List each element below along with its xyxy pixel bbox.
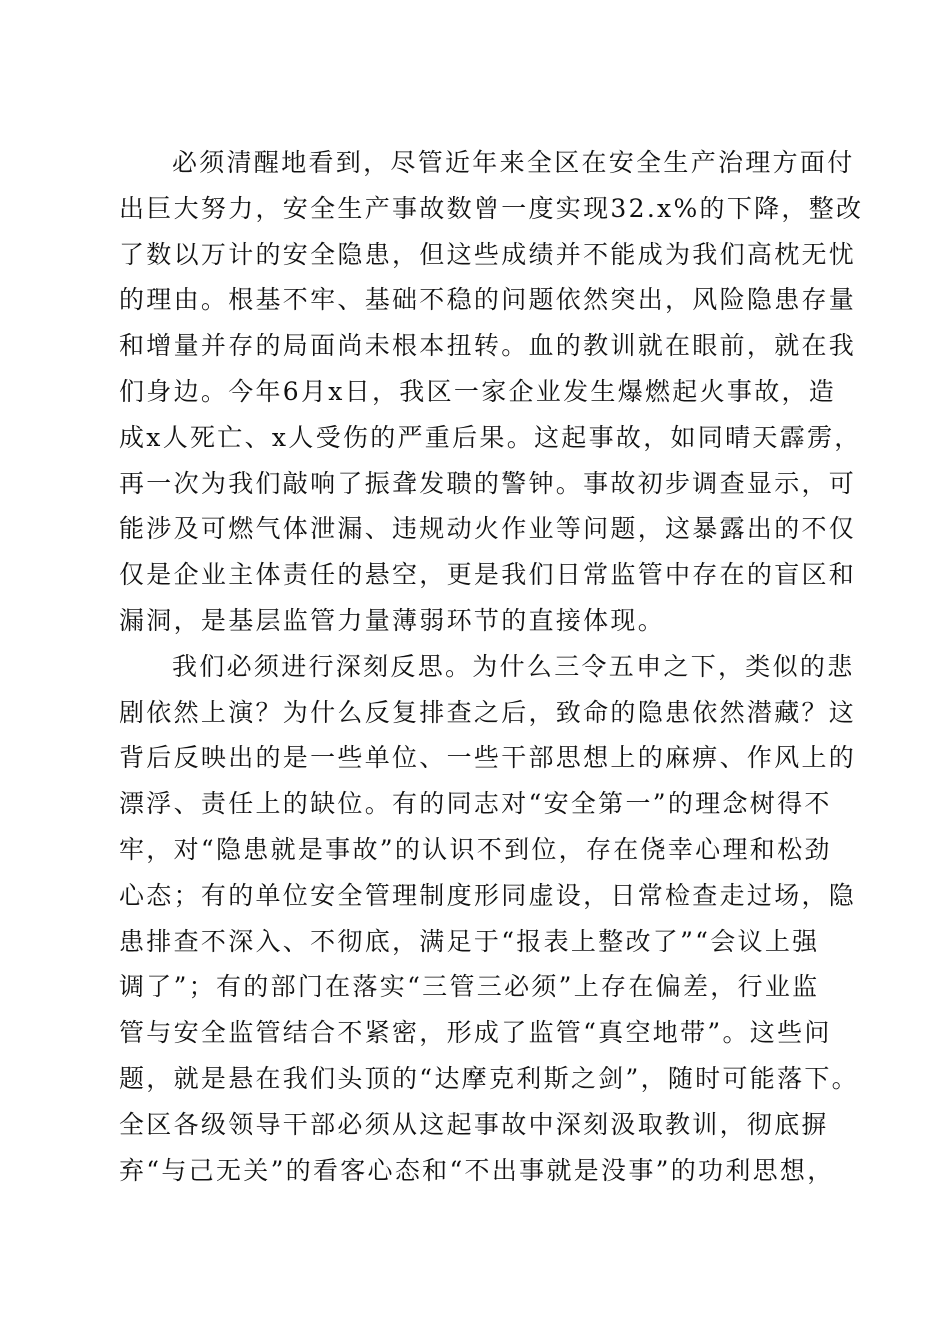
text-line: 调了”；有的部门在落实“三管三必须”上存在偏差，行业监 [119,972,820,1002]
text-line: 们身边。今年6月x日，我区一家企业发生爆燃起火事故，造 [119,376,837,406]
text-line: 漂浮、责任上的缺位。有的同志对“安全第一”的理念树得不 [119,789,832,819]
text-line: 我们必须进行深刻反思。为什么三令五申之下，类似的悲 [172,651,855,681]
text-line: 和增量并存的局面尚未根本扭转。血的教训就在眼前，就在我 [119,331,857,361]
text-line: 漏洞，是基层监管力量薄弱环节的直接体现。 [119,605,666,635]
text-line: 管与安全监管结合不紧密，形成了监管“真空地带”。这些问 [119,1018,832,1048]
text-line: 题，就是悬在我们头顶的“达摩克利斯之剑”，随时可能落下。 [119,1063,859,1093]
text-line: 能涉及可燃气体泄漏、违规动火作业等问题，这暴露出的不仅 [119,514,857,544]
text-line: 必须清醒地看到，尽管近年来全区在安全生产治理方面付 [172,148,855,177]
text-line: 牢，对“隐患就是事故”的认识不到位，存在侥幸心理和松劲 [119,834,832,864]
document-body [119,140,864,1193]
paragraph-2 [119,644,859,1194]
text-line: 仅是企业主体责任的悬空，更是我们日常监管中存在的盲区和 [119,560,857,590]
text-line: 患排查不深入、不彻底，满足于“报表上整改了”“会议上强 [119,926,820,956]
text-line: 再一次为我们敲响了振聋发聩的警钟。事故初步调查显示，可 [119,468,857,498]
text-line: 弃“与己无关”的看客心态和“不出事就是没事”的功利思想， [119,1155,835,1185]
paragraph-1 [119,140,864,644]
text-line: 的理由。根基不牢、基础不稳的问题依然突出，风险隐患存量 [119,285,857,315]
text-line: 心态；有的单位安全管理制度形同虚设，日常检查走过场，隐 [119,880,857,910]
text-line: 剧依然上演？为什么反复排查之后，致命的隐患依然潜藏？这 [119,697,857,727]
text-line: 了数以万计的安全隐患，但这些成绩并不能成为我们高枕无忧 [119,239,857,269]
text-line: 成x人死亡、x人受伤的严重后果。这起事故，如同晴天霹雳， [119,422,862,452]
text-line: 背后反映出的是一些单位、一些干部思想上的麻痹、作风上的 [119,743,857,773]
text-line: 全区各级领导干部必须从这起事故中深刻汲取教训，彻底摒 [119,1109,829,1139]
text-line: 出巨大努力，安全生产事故数曾一度实现32.x%的下降，整改 [119,193,864,223]
